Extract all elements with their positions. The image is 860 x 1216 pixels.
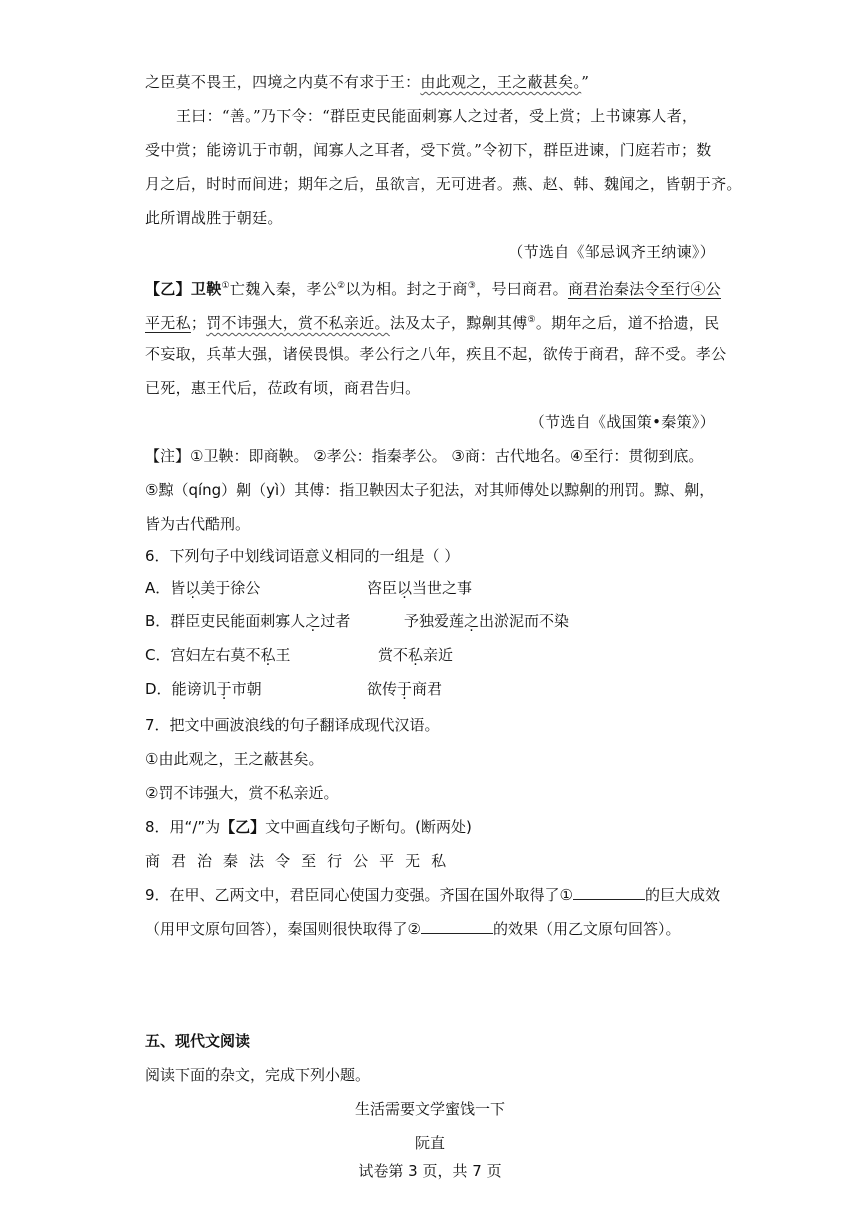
q6-option-c-right: 赏不私亲近 (378, 646, 454, 664)
q6-option-a: A．皆以美于徐公 (145, 579, 261, 597)
sentence-char: 至 (301, 852, 317, 870)
essay-author: 阮直 (414, 1134, 445, 1152)
dotted-word: 于 (216, 680, 232, 698)
jia-line-5: 此所谓战胜于朝廷。 (145, 209, 283, 227)
answer-blank-2[interactable] (421, 918, 493, 934)
jia-text: 之臣莫不畏王，四境之内莫不有求于王： (145, 73, 421, 91)
q6-option-c: C．宫妇左右莫不私王 (145, 646, 291, 664)
q6-option-d: D．能谤讥于市朝 (145, 680, 262, 698)
q7-stem: 7．把文中画波浪线的句子翻译成现代汉语。 (145, 716, 440, 734)
yi-source: （节选自《战国策•秦策》） (529, 413, 715, 431)
note-ref: ⑤ (527, 315, 536, 325)
dotted-word: 之 (305, 612, 321, 630)
jia-line-2: 王曰：“善。”乃下令：“群臣吏民能面刺寡人之过者，受上赏；上书谏寡人者， (176, 107, 698, 125)
wavy-sentence-2: 罚不讳强大，赏不私亲近。 (206, 314, 390, 332)
essay-title: 生活需要文学蜜饯一下 (354, 1100, 505, 1118)
q6-option-a-right: 咨臣以当世之事 (367, 579, 473, 597)
jia-text: ” (581, 73, 590, 91)
dotted-word: 私 (408, 646, 424, 664)
note-ref: ② (337, 281, 346, 291)
q6-option-d-right: 欲传于商君 (367, 680, 443, 698)
sentence-char: 治 (197, 852, 213, 870)
note-ref: ① (221, 281, 230, 291)
sentence-char: 私 (431, 852, 447, 870)
yi-text: ； (190, 314, 207, 332)
yi-text: ，号曰商君。 (476, 280, 568, 298)
dotted-word: 之 (464, 612, 480, 630)
sentence-char: 法 (249, 852, 265, 870)
yi-line-3: 不妄取，兵革大强，诸侯畏惧。孝公行之八年，疾且不起，欲传于商君，辞不受。孝公 (145, 345, 727, 363)
sentence-char: 商 (145, 852, 161, 870)
section-instruction: 阅读下面的杂文，完成下列小题。 (145, 1066, 371, 1084)
jia-source: （节选自《邹忌讽齐王纳谏》） (508, 243, 715, 261)
dotted-word: 以 (397, 579, 413, 597)
yi-text: 亡魏入秦，孝公 (229, 280, 337, 298)
yi-text: 以为相。封之于商 (345, 280, 468, 298)
section-title: 五、现代文阅读 (145, 1032, 251, 1050)
q7-item-2: ②罚不讳强大，赏不私亲近。 (145, 784, 339, 802)
sentence-char: 平 (379, 852, 395, 870)
jia-line-4: 月之后，时时而间进；期年之后，虽欲言，无可进者。燕、赵、韩、魏闻之，皆朝于齐。 (145, 175, 742, 193)
dotted-word: 私 (260, 646, 276, 664)
underlined-sentence: 平无私 (145, 314, 191, 332)
dotted-word: 以 (185, 579, 201, 597)
q8-sentence (145, 850, 457, 872)
sentence-char: 令 (275, 852, 291, 870)
yi-line-2 (145, 309, 720, 334)
answer-blank-1[interactable] (573, 884, 645, 900)
sentence-char: 公 (353, 852, 369, 870)
sentence-char: 君 (171, 852, 187, 870)
yi-text: 【乙】卫鞅 (145, 280, 222, 298)
q7-item-1: ①由此观之，王之蔽甚矣。 (145, 750, 324, 768)
q6-option-b: B．群臣吏民能面刺寡人之过者 (145, 612, 351, 630)
q8-stem: 8．用“/”为【乙】文中画直线句子断句。(断两处) (145, 818, 472, 836)
notes-line-1: 【注】①卫鞅：即商鞅。 ②孝公：指秦孝公。 ③商：古代地名。④至行：贯彻到底。 (145, 447, 704, 465)
yi-text: 。期年之后，道不拾遗，民 (535, 314, 720, 332)
jia-line-1 (145, 71, 589, 93)
page-footer: 试卷第 3 页，共 7 页 (358, 1162, 502, 1180)
underlined-sentence: 商君治秦法令至行④公 (567, 280, 721, 298)
yi-text: 法及太子，黥劓其傅 (389, 314, 528, 332)
q6-stem: 6．下列句子中划线词语意义相同的一组是（ ） (145, 547, 460, 565)
jia-line-3: 受中赏；能谤讥于市朝，闻寡人之耳者，受下赏。”令初下，群臣进谏，门庭若市；数 (145, 141, 712, 159)
notes-line-3: 皆为古代酷刑。 (145, 515, 251, 533)
dotted-word: 于 (397, 680, 413, 698)
sentence-char: 行 (327, 852, 343, 870)
notes-line-2: ⑤黥（qíng）劓（yì）其傅：指卫鞅因太子犯法，对其师傅处以黥劓的刑罚。黥、劓， (145, 481, 715, 499)
note-ref: ③ (467, 281, 477, 291)
yi-line-1 (145, 275, 721, 300)
wavy-sentence-1: 由此观之，王之蔽甚矣。 (420, 73, 582, 91)
yi-line-4: 已死，惠王代后，莅政有顷，商君告归。 (145, 379, 421, 397)
q6-option-b-right: 予独爱莲之出淤泥而不染 (404, 612, 570, 630)
q9-line-2: （用甲文原句回答），秦国则很快取得了② 的效果（用乙文原句回答）。 (145, 920, 681, 938)
sentence-char: 秦 (223, 852, 239, 870)
sentence-char: 无 (405, 852, 421, 870)
q9-line-1: 9．在甲、乙两文中，君臣同心使国力变强。齐国在国外取得了① 的巨大成效 (145, 886, 721, 904)
